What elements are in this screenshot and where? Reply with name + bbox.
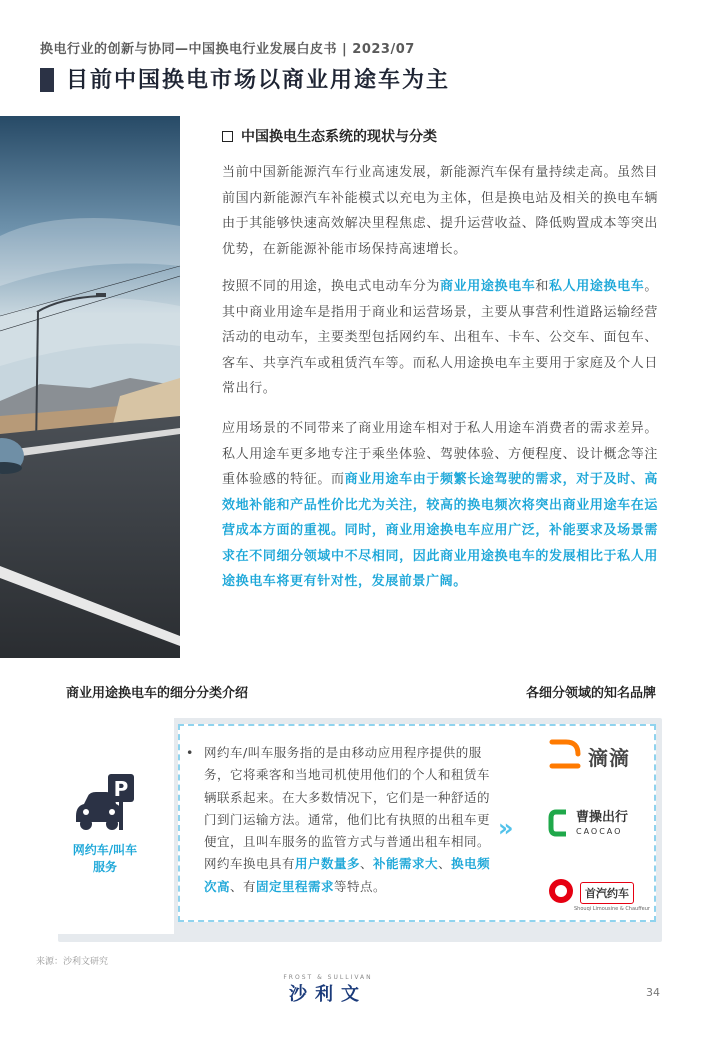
category-label-line2: 服务 xyxy=(92,860,117,874)
shouqi-name-cn: 首汽约车 xyxy=(585,887,629,900)
caocao-name-cn: 曹操出行 xyxy=(576,810,629,825)
description-sep-1: 、 xyxy=(360,856,374,872)
highlight-mileage: 固定里程需求 xyxy=(256,878,335,894)
road-photo xyxy=(0,116,180,658)
highlight-commercial: 商业用途换电车 xyxy=(440,279,536,294)
paragraph-3-text-1: 应用场景的不同带来了商业用途车相对于私人用途车消费者的需求差异。私人用途车更多地专注于乘坐体验、驾驶体验、方便程度、设计概念等注重体验感的特征。而 xyxy=(222,421,658,487)
frost-sullivan-logo-cn: 沙利文 xyxy=(289,984,367,1005)
paragraph-2-text-1: 按照不同的用途，换电式电动车分为 xyxy=(222,279,440,294)
highlight-frequency: 换电频次高 xyxy=(204,856,491,894)
page-number: 34 xyxy=(646,986,660,999)
shouqi-logo-icon xyxy=(548,878,574,908)
source-note: 来源：沙利文研究 xyxy=(36,957,109,967)
highlight-commercial-needs: 商业用途车由于频繁长途驾驶的需求，对于及时、高效地补能和产品性价比尤为关注，较高的换电频次将突出商业用途车在运营成本方面的重视。同时，商业用途换电车应用广泛，补能要求及场景需求在不同细分领域中不尽相同，因此商业用途换电车的发展相比于私人用途换电车将更有针对性，发展前景广阔。 xyxy=(222,472,658,589)
didi-name: 滴滴 xyxy=(588,745,630,770)
category-label-line1: 网约车/叫车 xyxy=(72,843,138,857)
caocao-name-en: CAOCAO xyxy=(576,827,623,836)
didi-logo-icon xyxy=(548,738,582,774)
caocao-logo-icon xyxy=(548,808,570,842)
brand-shouqi xyxy=(548,878,634,908)
shouqi-badge xyxy=(580,882,634,904)
description-text-end: 等特点。 xyxy=(334,878,387,894)
page-title: 目前中国换电市场以商业用途车为主 xyxy=(66,68,451,93)
brand-didi xyxy=(548,738,630,774)
paragraph-2 xyxy=(222,274,658,402)
caocao-name xyxy=(576,811,628,839)
double-chevron-icon: » xyxy=(498,814,508,842)
description-sep-3: 、有 xyxy=(230,878,257,894)
highlight-private: 私人用途换电车 xyxy=(549,279,645,294)
brand-caocao xyxy=(548,808,628,842)
description-sep-2: 、 xyxy=(438,856,452,872)
frost-sullivan-logo-en: FROST & SULLIVAN xyxy=(283,974,373,981)
car-parking-icon xyxy=(72,772,142,832)
description-text-1: 网约车/叫车服务指的是由移动应用程序提供的服务，它将乘客和当地司机使用他们的个人和租赁车辆联系起来。在大多数情况下，它们是一种舒适的门到门运输方法。通常，他们比有执照的出租车更便宜，且叫车服务的监管方式与普通出租车相同。网约车换电具有 xyxy=(204,745,491,872)
checkbox-icon xyxy=(222,131,233,142)
subhead-right: 各细分领域的知名品牌 xyxy=(525,686,656,701)
shouqi-name-en: Shouqi Limousine & Chauffeur xyxy=(574,906,650,912)
paragraph-2-text-2: 和 xyxy=(535,279,549,294)
section-heading xyxy=(222,126,437,146)
svg-text:P: P xyxy=(113,777,129,801)
subhead-left: 商业用途换电车的细分分类介绍 xyxy=(66,686,249,701)
title-accent-bar xyxy=(40,68,54,92)
category-label xyxy=(58,842,152,876)
highlight-users: 用户数量多 xyxy=(295,856,361,872)
paragraph-1: 当前中国新能源汽车行业高速发展，新能源汽车保有量持续走高。虽然目前国内新能源汽车补能模式以充电为主体，但是换电站及相关的换电车辆由于其能够快速高效解决里程焦虑、提升运营收益、降低购置成本等突出优势，在新能源补能市场保持高速增长。 xyxy=(222,165,658,257)
description-text xyxy=(186,742,498,898)
bullet-icon: • xyxy=(186,745,194,760)
category-description xyxy=(186,742,498,898)
paragraph-2-text-3: 。其中商业用途车是指用于商业和运营场景，主要从事营利性道路运输经营活动的电动车，主要类型包括网约车、出租车、卡车、公交车、面包车、客车、共享汽车或租赁汽车等。而私人用途换电车主要用于家庭及个人日常出行。 xyxy=(222,279,658,396)
report-header: 换电行业的创新与协同—中国换电行业发展白皮书 | 2023/07 xyxy=(40,42,415,57)
highlight-demand: 补能需求大 xyxy=(373,856,439,872)
paragraph-3 xyxy=(222,416,658,595)
section-heading-text: 中国换电生态系统的现状与分类 xyxy=(241,129,437,145)
